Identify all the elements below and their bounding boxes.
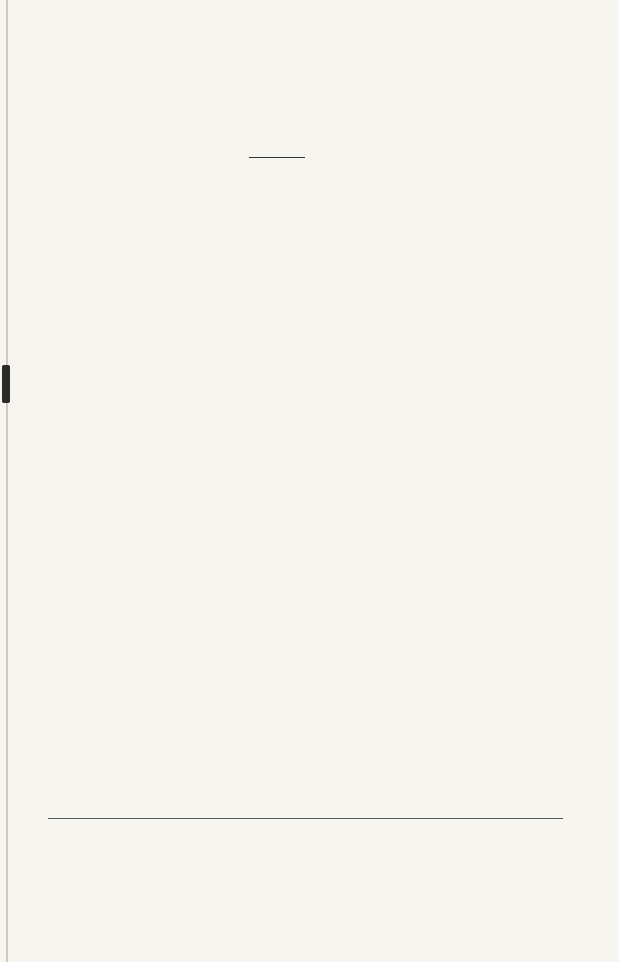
margin-mark xyxy=(2,365,10,403)
section-rule xyxy=(249,157,305,158)
gutter-line xyxy=(6,0,8,962)
footnote-rule xyxy=(48,818,563,819)
